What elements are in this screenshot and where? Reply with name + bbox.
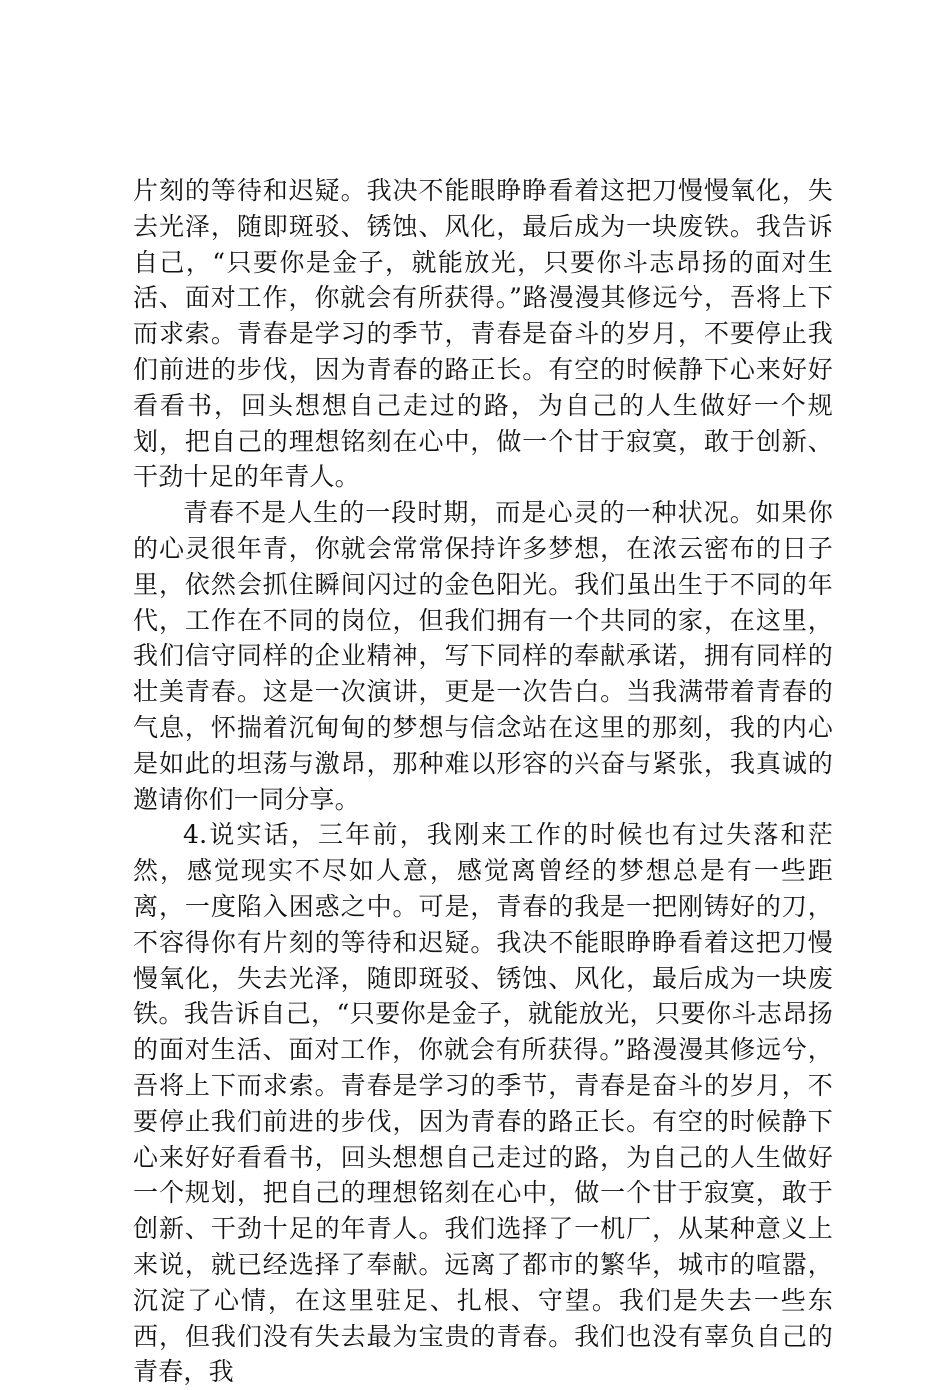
paragraph-1: 片刻的等待和迟疑。我决不能眼睁睁看着这把刀慢慢氧化，失去光泽，随即斑驳、锈蚀、风化，最后成为一块废铁。我告诉自己，“只要你是金子，就能放光，只要你斗志昂扬的面对生活、面对工作，你就会有所获得。”路漫漫其修远兮，吾将上下而求索。青春是学习的季节，青春是奋斗的岁月，不要停止我们前进的步伐，因为青春的路正长。有空的时候静下心来好好看看书，回头想想自己走过的路，为自己的人生做好一个规划，把自己的理想铭刻在心中，做一个甘于寂寞，敢于创新、干劲十足的年青人。 [133, 176, 833, 492]
document-body [133, 173, 833, 1390]
paragraph-2: 青春不是人生的一段时期，而是心灵的一种状况。如果你的心灵很年青，你就会常常保持许多梦想，在浓云密布的日子里，依然会抓住瞬间闪过的金色阳光。我们虽出生于不同的年代，工作在不同的岗位，但我们拥有一个共同的家，在这里，我们信守同样的企业精神，写下同样的奉献承诺，拥有同样的壮美青春。这是一次演讲，更是一次告白。当我满带着青春的气息，怀揣着沉甸甸的梦想与信念站在这里的那刻，我的内心是如此的坦荡与激昂，那种难以形容的兴奋与紧张，我真诚的邀请你们一同分享。 [133, 498, 833, 814]
paragraph-3: 4.说实话，三年前，我刚来工作的时候也有过失落和茫然，感觉现实不尽如人意，感觉离曾经的梦想总是有一些距离，一度陷入困惑之中。可是，青春的我是一把刚铸好的刀，不容得你有片刻的等待和迟疑。我决不能眼睁睁看着这把刀慢慢氧化，失去光泽，随即斑驳、锈蚀、风化，最后成为一块废铁。我告诉自己，“只要你是金子，就能放光，只要你斗志昂扬的面对生活、面对工作，你就会有所获得。”路漫漫其修远兮，吾将上下而求索。青春是学习的季节，青春是奋斗的岁月，不要停止我们前进的步伐，因为青春的路正长。有空的时候静下心来好好看看书，回头想想自己走过的路，为自己的人生做好一个规划，把自己的理想铭刻在心中，做一个甘于寂寞，敢于创新、干劲十足的年青人。我们选择了一机厂，从某种意义上来说，就已经选择了奉献。远离了都市的繁华，城市的喧嚣，沉淀了心情，在这里驻足、扎根、守望。我们是失去一些东西，但我们没有失去最为宝贵的青春。我们也没有辜负自己的青春，我 [133, 820, 833, 1387]
